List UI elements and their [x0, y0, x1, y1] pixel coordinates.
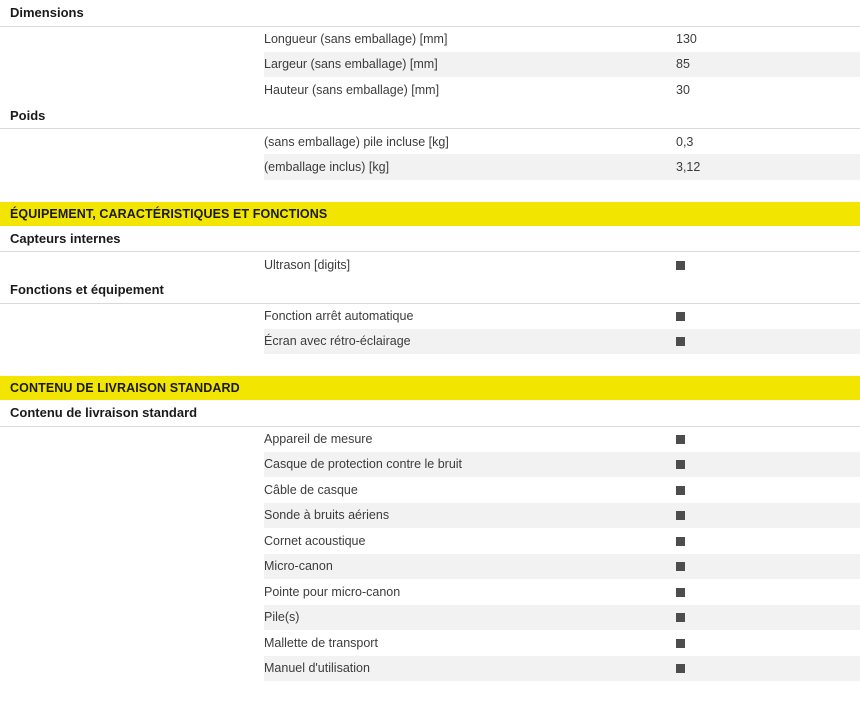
row-label: Largeur (sans emballage) [mm] — [264, 52, 676, 78]
row-label: Mallette de transport — [264, 635, 378, 650]
filled-square-icon — [676, 537, 685, 546]
row-value — [676, 303, 860, 329]
row-value: 0,3 — [676, 134, 694, 149]
filled-square-icon — [676, 613, 685, 622]
table-row — [0, 477, 860, 503]
section-banner-label: ÉQUIPEMENT, CARACTÉRISTIQUES ET FONCTIONS — [0, 202, 860, 226]
table-row — [0, 77, 860, 103]
table-row — [0, 26, 860, 52]
table-row — [0, 52, 860, 78]
filled-square-icon — [676, 639, 685, 648]
group-heading-label: Contenu de livraison standard — [0, 400, 860, 426]
filled-square-icon — [676, 664, 685, 673]
row-label: (sans emballage) pile incluse [kg] — [264, 134, 449, 149]
row-indent — [0, 154, 264, 180]
group-heading-row — [0, 103, 860, 129]
table-row — [0, 329, 860, 355]
row-value — [676, 452, 860, 478]
table-row — [0, 426, 860, 452]
row-label: Cornet acoustique — [264, 533, 366, 548]
table-row — [0, 630, 860, 656]
filled-square-icon — [676, 312, 685, 321]
filled-square-icon — [676, 588, 685, 597]
row-value — [676, 528, 860, 554]
row-value: 3,12 — [676, 154, 860, 180]
row-value — [676, 656, 860, 682]
row-label: Pointe pour micro-canon — [264, 584, 401, 599]
row-label: Fonction arrêt automatique — [264, 309, 414, 323]
table-row — [0, 154, 860, 180]
row-indent — [0, 477, 264, 503]
filled-square-icon — [676, 562, 685, 571]
row-label: Ultrason [digits] — [264, 257, 351, 272]
table-row — [0, 528, 860, 554]
row-indent — [0, 426, 264, 452]
row-value — [676, 477, 860, 503]
row-indent — [0, 452, 264, 478]
row-value — [676, 554, 860, 580]
filled-square-icon — [676, 486, 685, 495]
row-indent — [0, 129, 264, 155]
row-indent — [0, 77, 264, 103]
group-heading-label: Capteurs internes — [0, 226, 860, 252]
group-heading-row — [0, 277, 860, 303]
row-label: Longueur (sans emballage) [mm] — [264, 32, 448, 46]
row-value — [676, 605, 860, 631]
table-row — [0, 303, 860, 329]
group-heading-label: Dimensions — [0, 0, 860, 26]
section-gap — [0, 180, 860, 202]
group-heading-row — [0, 0, 860, 26]
table-row — [0, 252, 860, 278]
group-heading-label: Poids — [0, 103, 860, 129]
row-value — [676, 329, 860, 355]
row-indent — [0, 656, 264, 682]
row-value — [676, 426, 860, 452]
section-banner-label: CONTENU DE LIVRAISON STANDARD — [0, 376, 860, 400]
row-label: Appareil de mesure — [264, 432, 373, 446]
spacer-row — [0, 354, 860, 376]
row-label: Écran avec rétro-éclairage — [264, 329, 676, 355]
row-label: Hauteur (sans emballage) [mm] — [264, 82, 440, 97]
row-indent — [0, 503, 264, 529]
row-indent — [0, 579, 264, 605]
group-heading-label: Fonctions et équipement — [0, 277, 860, 303]
filled-square-icon — [676, 460, 685, 469]
row-label: (emballage inclus) [kg] — [264, 154, 676, 180]
table-row — [0, 554, 860, 580]
table-row — [0, 503, 860, 529]
table-row — [0, 129, 860, 155]
filled-square-icon — [676, 435, 685, 444]
row-label: Câble de casque — [264, 482, 358, 497]
row-indent — [0, 52, 264, 78]
table-row — [0, 579, 860, 605]
table-row — [0, 605, 860, 631]
row-value — [676, 630, 860, 656]
row-value — [676, 579, 860, 605]
section-banner — [0, 202, 860, 226]
filled-square-icon — [676, 511, 685, 520]
row-indent — [0, 630, 264, 656]
group-heading-row — [0, 226, 860, 252]
row-value: 130 — [676, 32, 697, 46]
filled-square-icon — [676, 261, 685, 270]
row-label: Casque de protection contre le bruit — [264, 452, 676, 478]
section-banner — [0, 376, 860, 400]
row-label: Micro-canon — [264, 554, 676, 580]
row-label: Manuel d'utilisation — [264, 656, 676, 682]
spacer-row — [0, 180, 860, 202]
row-value — [676, 503, 860, 529]
row-indent — [0, 605, 264, 631]
filled-square-icon — [676, 337, 685, 346]
row-label: Pile(s) — [264, 605, 676, 631]
table-row — [0, 656, 860, 682]
row-indent — [0, 329, 264, 355]
row-indent — [0, 303, 264, 329]
row-value: 85 — [676, 52, 860, 78]
row-indent — [0, 26, 264, 52]
row-value — [676, 252, 860, 278]
row-indent — [0, 554, 264, 580]
group-heading-row — [0, 400, 860, 426]
row-indent — [0, 528, 264, 554]
table-row — [0, 452, 860, 478]
row-label: Sonde à bruits aériens — [264, 503, 676, 529]
section-gap — [0, 354, 860, 376]
row-indent — [0, 252, 264, 278]
row-value: 30 — [676, 82, 690, 97]
